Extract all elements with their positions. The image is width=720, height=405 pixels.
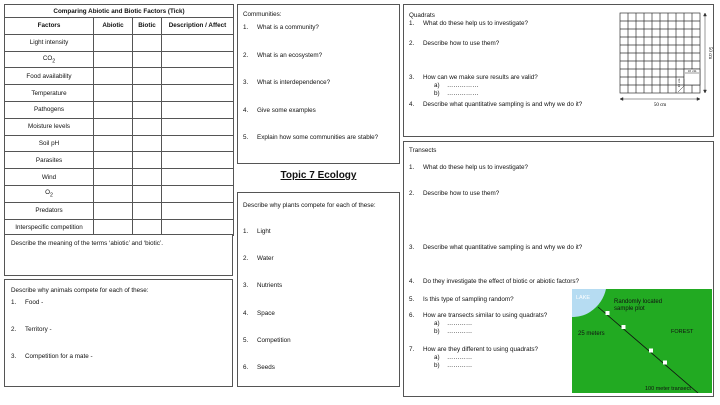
factor-name: Food availability (5, 68, 94, 85)
biotic-cell[interactable] (133, 135, 162, 152)
list-item: 4. Describe what quantitative sampling is and why we do it? (409, 101, 583, 108)
list-item: 6. How are transects similar to using quadrats? (409, 312, 548, 319)
table-row (5, 152, 234, 169)
list-item: 4. Do they investigate the effect of biotic or abiotic factors? (409, 278, 579, 285)
side-length-label: 50 cm (707, 46, 712, 60)
list-item: 3. How can we make sure results are valid? (409, 74, 538, 81)
sub-item: b) …………… (434, 90, 479, 97)
list-item: 1. What do these help us to investigate? (409, 164, 529, 171)
factors-table-title: Comparing Abiotic and Biotic Factors (Tick) (5, 5, 234, 18)
forest-label: FOREST (671, 329, 694, 335)
column-header-factors: Factors (5, 18, 94, 35)
list-item: 5. Competition (243, 336, 291, 344)
quadrats-list (409, 20, 582, 111)
list-item: 3. Nutrients (243, 282, 283, 290)
table-row (5, 51, 234, 68)
table-row (5, 135, 234, 152)
list-item: 3. Competition for a mate - (11, 353, 93, 360)
plants-heading: Describe why plants compete for each of these: (243, 202, 376, 209)
table-row (5, 185, 234, 202)
column-header-description: Description / Affect (162, 18, 234, 35)
sample-plot (649, 349, 653, 353)
abiotic-cell[interactable] (94, 185, 133, 202)
description-cell[interactable] (162, 202, 234, 219)
page-title: Topic 7 Ecology (280, 170, 357, 181)
biotic-cell[interactable] (133, 68, 162, 85)
factor-name: $O_2$ (5, 185, 94, 202)
sample-plot (663, 361, 667, 365)
lake-label: LAKE (576, 295, 591, 301)
table-row (5, 85, 234, 102)
list-item: 2. What is an ecosystem? (243, 51, 323, 59)
transects-list (409, 164, 582, 372)
column-header-abiotic: Abiotic (94, 18, 133, 35)
factor-name: Parasites (5, 152, 94, 169)
quadrats-box[interactable] (403, 4, 714, 137)
factor-name: Pathogens (5, 101, 94, 118)
distance-label: 25 meters (578, 331, 605, 337)
factor-name: Temperature (5, 85, 94, 102)
sample-plot (606, 311, 610, 315)
abiotic-cell[interactable] (94, 51, 133, 68)
list-item: 1. What do these help us to investigate? (409, 20, 529, 27)
factor-name: Wind (5, 169, 94, 186)
factor-name: $CO_2$ (5, 51, 94, 68)
biotic-cell[interactable] (133, 185, 162, 202)
table-row (5, 34, 234, 51)
table-row (5, 68, 234, 85)
sub-item: b) ………… (434, 362, 473, 369)
description-cell[interactable] (162, 34, 234, 51)
list-item: 3. What is interdependence? (243, 79, 331, 86)
factor-name: Predators (5, 202, 94, 219)
abiotic-cell[interactable] (94, 101, 133, 118)
transect-map (572, 289, 712, 393)
description-cell[interactable] (162, 169, 234, 186)
biotic-cell[interactable] (133, 118, 162, 135)
sample-plot (622, 325, 626, 329)
list-item: 2. Water (243, 255, 274, 263)
list-item: 1. What is a community? (243, 24, 319, 31)
sub-item: a) ………… (434, 320, 473, 327)
abiotic-cell[interactable] (94, 85, 133, 102)
biotic-cell[interactable] (133, 152, 162, 169)
list-item: 4. Give some examples (243, 106, 316, 114)
communities-heading: Communities: (243, 11, 282, 18)
list-item: 4. Space (243, 309, 275, 317)
sub-item: a) …………… (434, 82, 479, 89)
list-item: 2. Describe how to use them? (409, 40, 500, 47)
sample-plot-label-line1: Randomly located (614, 299, 663, 305)
biotic-cell[interactable] (133, 169, 162, 186)
sub-list (409, 354, 582, 372)
small-square-width-label: 10 cm (687, 69, 697, 73)
factors-table (4, 4, 234, 236)
communities-box[interactable] (237, 4, 400, 164)
description-cell[interactable] (162, 135, 234, 152)
sub-list (409, 320, 582, 346)
factor-name: Interspecific competition (5, 219, 94, 236)
meaning-box[interactable] (4, 234, 233, 276)
description-cell[interactable] (162, 68, 234, 85)
plants-box[interactable] (237, 192, 400, 387)
factor-name: Moisture levels (5, 118, 94, 135)
abiotic-cell[interactable] (94, 135, 133, 152)
sub-item: b) ………… (434, 328, 473, 335)
list-item: 1. Food - (11, 299, 44, 306)
table-row (5, 202, 234, 219)
small-square-height-label: 10 cm (677, 78, 681, 88)
transects-heading: Transects (409, 147, 437, 154)
biotic-cell[interactable] (133, 101, 162, 118)
transect-length-label: 100 meter transect (645, 386, 691, 392)
bottom-length-label: 50 cm (653, 103, 667, 107)
list-item: 7. How are they different to using quadrats? (409, 346, 539, 353)
animals-heading: Describe why animals compete for each of these: (11, 287, 149, 294)
list-item: 3. Describe what quantitative sampling is and why we do it? (409, 244, 583, 251)
list-item: 2. Describe how to use them? (409, 190, 500, 197)
animals-box[interactable] (4, 279, 233, 387)
table-row (5, 101, 234, 118)
biotic-cell[interactable] (133, 34, 162, 51)
plants-list (243, 228, 291, 391)
quadrats-heading: Quadrats (409, 12, 435, 19)
list-item: 5. Explain how some communities are stable? (243, 134, 379, 141)
table-row (5, 118, 234, 135)
description-cell[interactable] (162, 51, 234, 68)
biotic-cell[interactable] (133, 85, 162, 102)
list-item: 2. Territory - (11, 326, 52, 333)
transects-box[interactable] (403, 141, 714, 397)
biotic-cell[interactable] (133, 51, 162, 68)
list-item: 5. Is this type of sampling random? (409, 296, 514, 303)
sub-list (409, 82, 582, 101)
column-header-biotic: Biotic (133, 18, 162, 35)
description-cell[interactable] (162, 118, 234, 135)
abiotic-cell[interactable] (94, 202, 133, 219)
description-cell[interactable] (162, 85, 234, 102)
list-item: 6. Seeds (243, 363, 275, 371)
sample-plot-label-line2: sample plot (614, 306, 645, 312)
sub-item: a) ………… (434, 354, 473, 361)
description-cell[interactable] (162, 152, 234, 169)
abiotic-cell[interactable] (94, 152, 133, 169)
biotic-cell[interactable] (133, 202, 162, 219)
quadrat-diagram (610, 9, 714, 107)
abiotic-cell[interactable] (94, 34, 133, 51)
communities-list (243, 24, 378, 162)
factor-name: Soil pH (5, 135, 94, 152)
table-row (5, 169, 234, 186)
description-cell[interactable] (162, 101, 234, 118)
meaning-question: Describe the meaning of the terms ‘abiotic’ and ‘biotic’. (11, 240, 164, 247)
description-cell[interactable] (162, 185, 234, 202)
abiotic-cell[interactable] (94, 169, 133, 186)
factor-name: Light intensity (5, 34, 94, 51)
abiotic-cell[interactable] (94, 118, 133, 135)
abiotic-cell[interactable] (94, 68, 133, 85)
animals-list (11, 299, 93, 380)
list-item: 1. Light (243, 228, 271, 235)
